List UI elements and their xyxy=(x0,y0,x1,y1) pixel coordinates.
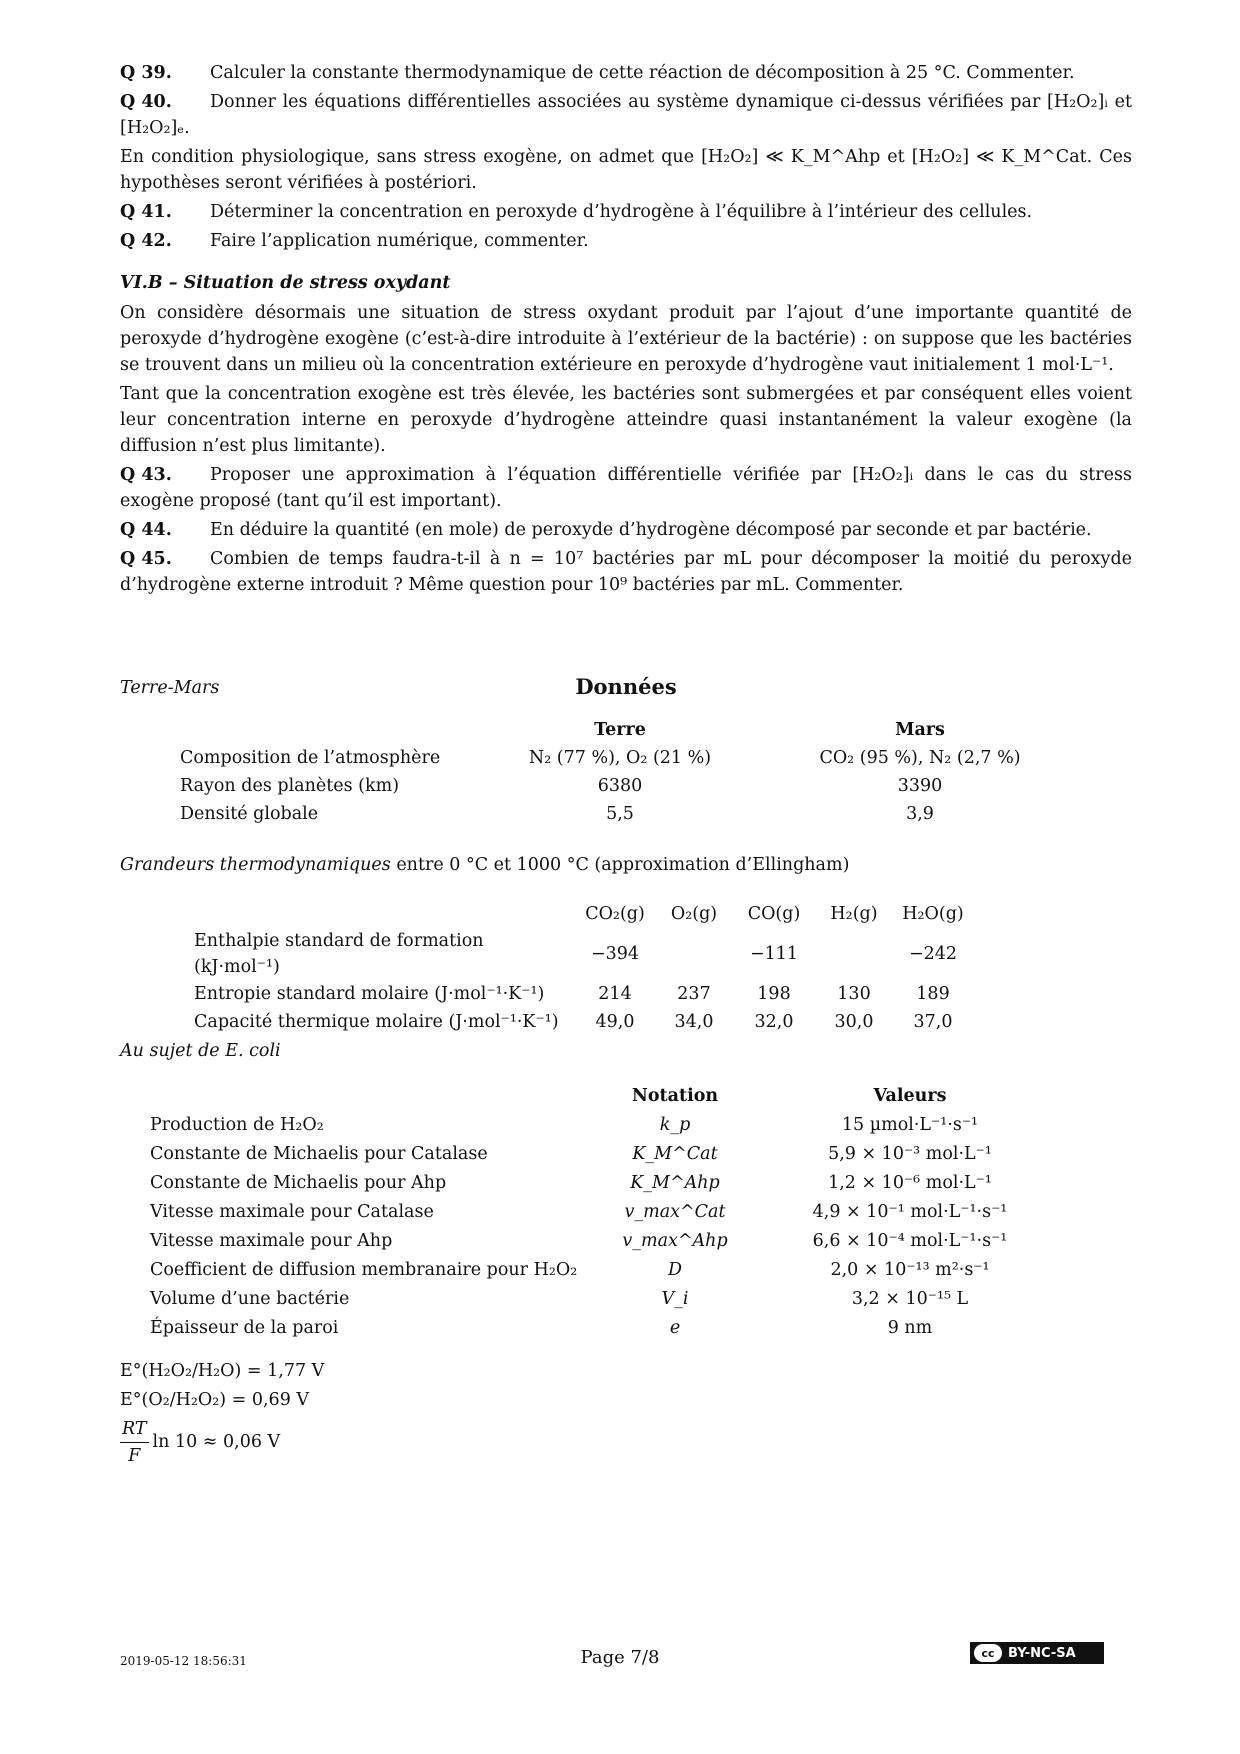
footer-timestamp: 2019-05-12 18:56:31 xyxy=(120,1654,247,1668)
hypothesis-paragraph: En condition physiologique, sans stress exogène, on admet que [H₂O₂] ≪ K_M^Ahp et [H₂O₂] ≪ K_M^Cat. Ces hypothèses seront vérifiées à postériori. xyxy=(120,147,1132,193)
table-row: Composition de l’atmosphère N₂ (77 %), O₂ (21 %) CO₂ (95 %), N₂ (2,7 %) xyxy=(180,748,1021,768)
question-39: Q 39. Calculer la constante thermodynamique de cette réaction de décomposition à 25 °C. Commenter. xyxy=(120,63,1075,83)
ecoli-caption: Au sujet de E. coli xyxy=(120,1041,281,1061)
question-43: Q 43. Proposer une approximation à l’équation différentielle vérifiée par [H₂O₂]ᵢ dans le cas du stress exogène proposé (tant qu’il est important). xyxy=(120,465,1132,511)
question-45: Q 45. Combien de temps faudra-t-il à n = 10⁷ bactéries par mL pour décomposer la moitié du peroxyde d’hydrogène externe introduit ? Même question pour 10⁹ bactéries par mL. Commenter. xyxy=(120,549,1132,595)
ecoli-table: Notation Valeurs Production de H₂O₂ k_p 15 µmol·L⁻¹·s⁻¹ Constante de Michaelis pour Catalase K_M^Cat 5,9 × 10⁻³ mol·L⁻¹ Constante de Michaelis pour Ahp K_M^Ahp 1,2 × 10⁻⁶ mol·L⁻¹ Vitesse maximale pour Catalase v_max^Cat 4,9 × 10⁻¹ mol·L⁻¹·s⁻¹ Vitesse maximale pour Ahp v_max^Ahp 6,6 × 10⁻⁴ mol·L⁻¹·s⁻¹ Coefficient de diffusion membranaire pour H₂O₂ D 2,0 × 10⁻¹³ m²·s⁻¹ Volume d’une bactérie V_i 3,2 × 10⁻¹⁵ L Épaisseur de la paroi e 9 nm xyxy=(150,1082,1060,1342)
question-text: En déduire la quantité (en mole) de peroxyde d’hydrogène décomposé par seconde et par bactérie. xyxy=(210,520,1092,540)
table-row: Coefficient de diffusion membranaire pour H₂O₂ D 2,0 × 10⁻¹³ m²·s⁻¹ xyxy=(150,1259,990,1280)
creative-commons-icon: cc xyxy=(974,1644,1002,1662)
page-number: Page 7/8 xyxy=(580,1647,660,1668)
question-text: Déterminer la concentration en peroxyde d’hydrogène à l’équilibre à l’intérieur des cellules. xyxy=(210,202,1033,222)
table-row: Production de H₂O₂ k_p 15 µmol·L⁻¹·s⁻¹ xyxy=(150,1114,979,1135)
table-row: Entropie standard molaire (J·mol⁻¹·K⁻¹) 214 237 198 130 189 xyxy=(194,984,950,1004)
question-text: Proposer une approximation à l’équation différentielle vérifiée par [H₂O₂]ᵢ dans le cas du stress exogène proposé (tant qu’il est important). xyxy=(120,465,1132,511)
table-row: Densité globale 5,5 3,9 xyxy=(180,804,934,824)
header-terre: Terre xyxy=(594,720,646,740)
terre-mars-caption: Terre-Mars xyxy=(120,678,220,698)
donnees-title: Données xyxy=(575,674,677,699)
thermo-caption: Grandeurs thermodynamiques entre 0 °C et 1000 °C (approximation d’Ellingham) xyxy=(120,855,850,875)
section-title: VI.B – Situation de stress oxydant xyxy=(120,273,451,293)
question-text: Donner les équations différentielles associées au système dynamique ci-dessus vérifiées par [H₂O₂]ᵢ et [H₂O₂]ₑ. xyxy=(120,92,1132,138)
license-badge[interactable]: cc BY-NC-SA xyxy=(970,1642,1104,1664)
table-row: Constante de Michaelis pour Catalase K_M^Cat 5,9 × 10⁻³ mol·L⁻¹ xyxy=(150,1143,992,1164)
table-row: Volume d’une bactérie V_i 3,2 × 10⁻¹⁵ L xyxy=(150,1288,969,1309)
header-mars: Mars xyxy=(895,720,945,740)
section-paragraph-2: Tant que la concentration exogène est très élevée, les bactéries sont submergées et par conséquent elles voient leur concentration interne en peroxyde d’hydrogène atteindre quasi instantanément la valeur exogène (la diffusion n’est plus limitante). xyxy=(120,384,1132,456)
questions-top xyxy=(120,60,1132,254)
table-row: Rayon des planètes (km) 6380 3390 xyxy=(180,776,943,796)
question-text: Calculer la constante thermodynamique de cette réaction de décomposition à 25 °C. Commenter. xyxy=(210,63,1075,83)
potential-h2o2-h2o: E°(H₂O₂/H₂O) = 1,77 V xyxy=(120,1361,325,1381)
question-text: Faire l’application numérique, commenter. xyxy=(210,231,589,251)
question-text: Combien de temps faudra-t-il à n = 10⁷ bactéries par mL pour décomposer la moitié du peroxyde d’hydrogène externe introduit ? Même question pour 10⁹ bactéries par mL. Commenter. xyxy=(120,549,1132,595)
potential-o2-h2o2: E°(O₂/H₂O₂) = 0,69 V xyxy=(120,1390,310,1410)
question-41: Q 41. Déterminer la concentration en peroxyde d’hydrogène à l’équilibre à l’intérieur des cellules. xyxy=(120,202,1033,222)
question-42: Q 42. Faire l’application numérique, commenter. xyxy=(120,231,589,251)
table-row: Épaisseur de la paroi e 9 nm xyxy=(150,1317,933,1338)
rtf-formula: $\frac{RT}{F}$ ln 10 ≈ 0,06 V xyxy=(120,1416,280,1469)
table-row: Constante de Michaelis pour Ahp K_M^Ahp 1,2 × 10⁻⁶ mol·L⁻¹ xyxy=(150,1172,992,1193)
rtf-fraction: $\frac{RT}{F}$ xyxy=(120,1416,149,1469)
table-row: Vitesse maximale pour Ahp v_max^Ahp 6,6 × 10⁻⁴ mol·L⁻¹·s⁻¹ xyxy=(150,1230,1008,1251)
table-row: Capacité thermique molaire (J·mol⁻¹·K⁻¹) 49,0 34,0 32,0 30,0 37,0 xyxy=(194,1012,953,1032)
terre-mars-table xyxy=(180,716,1070,828)
section-paragraph-1: On considère désormais une situation de stress oxydant produit par l’ajout d’une importante quantité de peroxyde d’hydrogène exogène (c’est-à-dire introduite à l’extérieur de la bactérie) : on suppose que les bactéries se trouvent dans un milieu où la concentration extérieure en peroxyde d’hydrogène vaut initialement 1 mol·L⁻¹. xyxy=(120,303,1132,375)
question-44: Q 44. En déduire la quantité (en mole) de peroxyde d’hydrogène décomposé par seconde et par bactérie. xyxy=(120,520,1092,540)
table-row: Vitesse maximale pour Catalase v_max^Cat 4,9 × 10⁻¹ mol·L⁻¹·s⁻¹ xyxy=(150,1201,1008,1222)
question-40: Q 40. Donner les équations différentielles associées au système dynamique ci-dessus vérifiées par [H₂O₂]ᵢ et [H₂O₂]ₑ. xyxy=(120,92,1132,138)
table-row: Enthalpie standard de formation (kJ·mol⁻¹) −394 −111 −242 xyxy=(194,931,958,977)
page-body xyxy=(120,60,1132,1466)
thermo-table: CO₂(g) O₂(g) CO(g) H₂(g) H₂O(g) Enthalpie standard de formation (kJ·mol⁻¹) −394 −111 −242 Entropie standard molaire (J·mol⁻¹·K⁻¹) 214 237 198 130 189 Capacité thermique molaire (J·mol⁻¹·K⁻¹) 49,0 34,0 32,0 30,0 37,0 xyxy=(194,900,974,1036)
